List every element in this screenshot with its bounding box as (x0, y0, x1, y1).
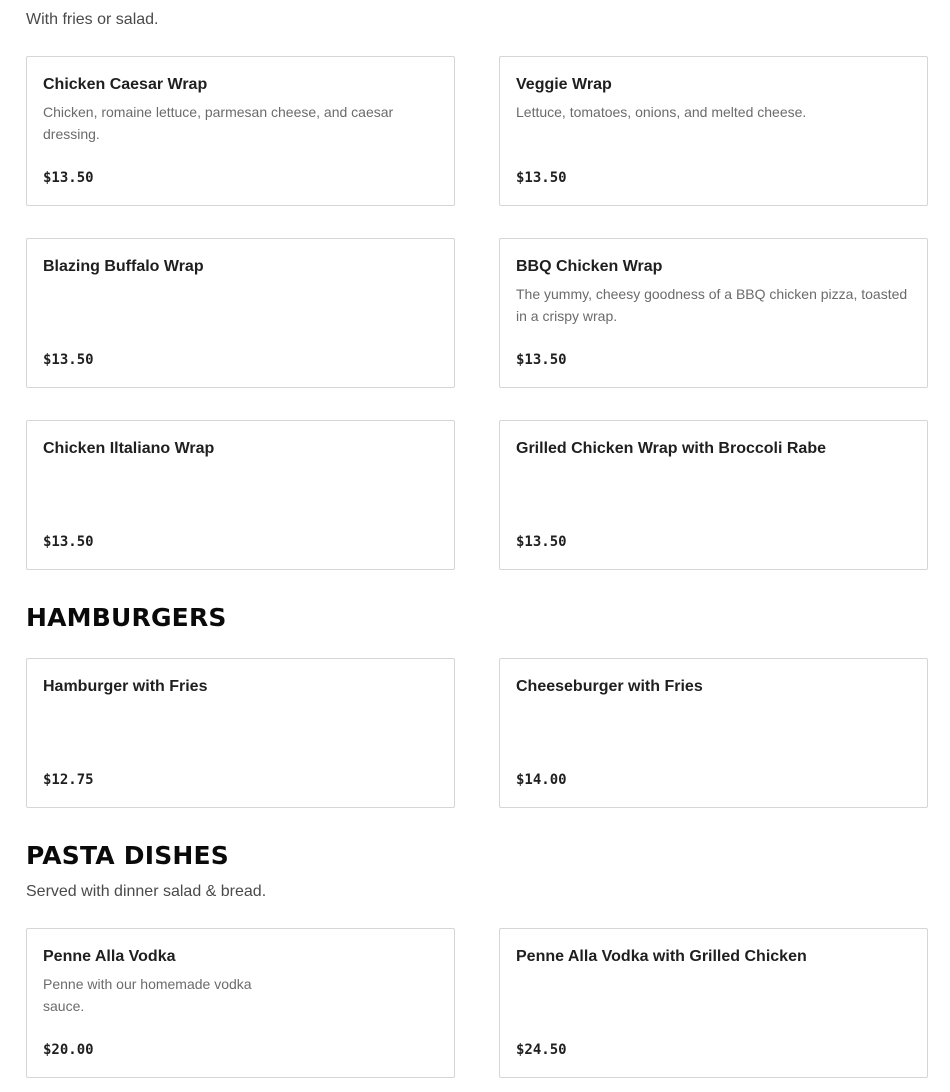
section-title-pasta: PASTA DISHES (26, 841, 230, 870)
menu-item-card[interactable] (499, 56, 928, 206)
menu-item-name: Cheeseburger with Fries (516, 678, 703, 695)
menu-item-price: $14.00 (516, 772, 567, 788)
section-subtitle-wraps: With fries or salad. (26, 11, 159, 28)
menu-item-description: Penne with our homemade vodka sauce. (43, 976, 252, 1014)
menu-item-name: BBQ Chicken Wrap (516, 258, 663, 275)
section-subtitle-pasta: Served with dinner salad & bread. (26, 883, 267, 900)
menu-item-price: $24.50 (516, 1042, 567, 1058)
menu-item-description: Chicken, romaine lettuce, parmesan cheese, and caesar dressing. (43, 104, 394, 142)
menu-item-card[interactable] (499, 658, 928, 808)
menu-item-name: Penne Alla Vodka (43, 948, 176, 965)
menu-item-price: $13.50 (516, 170, 567, 186)
menu-item-price: $13.50 (43, 534, 94, 550)
menu-item-card[interactable] (26, 928, 455, 1078)
menu-item-name: Veggie Wrap (516, 76, 612, 93)
menu-item-name: Hamburger with Fries (43, 678, 208, 695)
menu-grid-pasta (26, 928, 928, 1078)
section-title-hamburgers: HAMBURGERS (26, 603, 227, 632)
menu-grid-wraps (26, 56, 928, 570)
menu-item-description: The yummy, cheesy goodness of a BBQ chicken pizza, toasted in a crispy wrap. (516, 286, 908, 324)
menu-item-name: Chicken Caesar Wrap (43, 76, 208, 93)
menu-item-name: Grilled Chicken Wrap with Broccoli Rabe (516, 440, 826, 457)
menu-item-name: Penne Alla Vodka with Grilled Chicken (516, 948, 807, 965)
menu-item-price: $13.50 (516, 352, 567, 368)
menu-item-price: $13.50 (43, 352, 94, 368)
menu-item-name: Blazing Buffalo Wrap (43, 258, 204, 275)
menu-item-name: Chicken Iltaliano Wrap (43, 440, 215, 457)
menu-item-price: $13.50 (43, 170, 94, 186)
menu-item-card[interactable] (26, 420, 455, 570)
menu-item-card[interactable] (26, 56, 455, 206)
menu-item-card[interactable] (499, 238, 928, 388)
menu-item-price: $20.00 (43, 1042, 94, 1058)
menu-item-card[interactable] (26, 658, 455, 808)
menu-item-price: $12.75 (43, 772, 94, 788)
menu-item-card[interactable] (26, 238, 455, 388)
menu-grid-hamburgers (26, 658, 928, 808)
menu-item-price: $13.50 (516, 534, 567, 550)
menu-item-description: Lettuce, tomatoes, onions, and melted cheese. (516, 104, 807, 120)
menu-item-card[interactable] (499, 420, 928, 570)
menu-item-card[interactable] (499, 928, 928, 1078)
